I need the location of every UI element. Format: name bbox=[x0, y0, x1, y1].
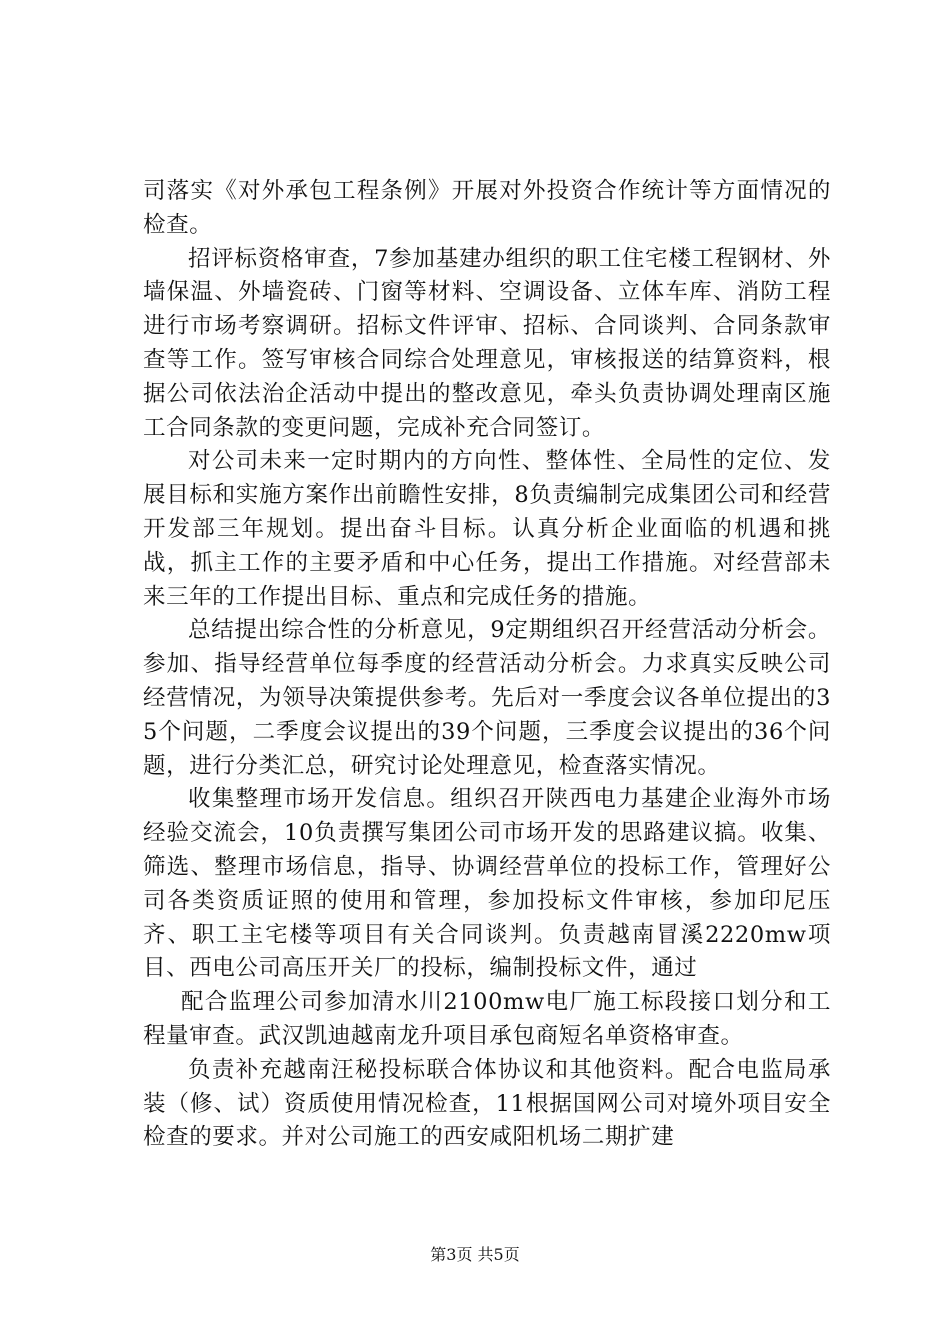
paragraph-4: 总结提出综合性的分析意见，9定期组织召开经营活动分析会。参加、指导经营单位每季度的经营活动分析会。力求真实反映公司经营情况，为领导决策提供参考。先后对一季度会议各单位提出的35个问题，二季度会议提出的39个问题，三季度会议提出的36个问题，进行分类汇总，研究讨论处理意见，检查落实情况。 bbox=[143, 617, 831, 779]
paragraph-1: 司落实《对外承包工程条例》开展对外投资合作统计等方面情况的检查。 bbox=[143, 178, 831, 238]
paragraph-5: 收集整理市场开发信息。组织召开陕西电力基建企业海外市场经验交流会，10负责撰写集团公司市场开发的思路建议搞。收集、筛选、整理市场信息，指导、协调经营单位的投标工作，管理好公司各类资质证照的使用和管理，参加投标文件审核，参加印尼压齐、职工主宅楼等项目有关合同谈判。负责越南冒溪2220mw项目、西电公司高压开关厂的投标，编制投标文件，通过 bbox=[143, 786, 831, 982]
document-body bbox=[143, 175, 831, 1155]
paragraph-3: 对公司未来一定时期内的方向性、整体性、全局性的定位、发展目标和实施方案作出前瞻性安排，8负责编制完成集团公司和经营开发部三年规划。提出奋斗目标。认真分析企业面临的机遇和挑战，抓主工作的主要矛盾和中心任务，提出工作措施。对经营部未来三年的工作提出目标、重点和完成任务的措施。 bbox=[143, 448, 831, 610]
paragraph-2: 招评标资格审查，7参加基建办组织的职工住宅楼工程钢材、外墙保温、外墙瓷砖、门窗等材料、空调设备、立体车库、消防工程进行市场考察调研。招标文件评审、招标、合同谈判、合同条款审查等工作。签写审核合同综合处理意见，审核报送的结算资料，根据公司依法治企活动中提出的整改意见，牵头负责协调处理南区施工合同条款的变更问题，完成补充合同签订。 bbox=[143, 245, 831, 441]
paragraph-6: 配合监理公司参加清水川2100mw电厂施工标段接口划分和工程量审查。武汉凯迪越南龙升项目承包商短名单资格审查。 bbox=[143, 989, 831, 1049]
paragraph-7: 负责补充越南汪秘投标联合体协议和其他资料。配合电监局承装（修、试）资质使用情况检查，11根据国网公司对境外项目安全检查的要求。并对公司施工的西安咸阳机场二期扩建 bbox=[143, 1056, 831, 1151]
page-number-footer: 第3页 共5页 bbox=[430, 1245, 520, 1264]
